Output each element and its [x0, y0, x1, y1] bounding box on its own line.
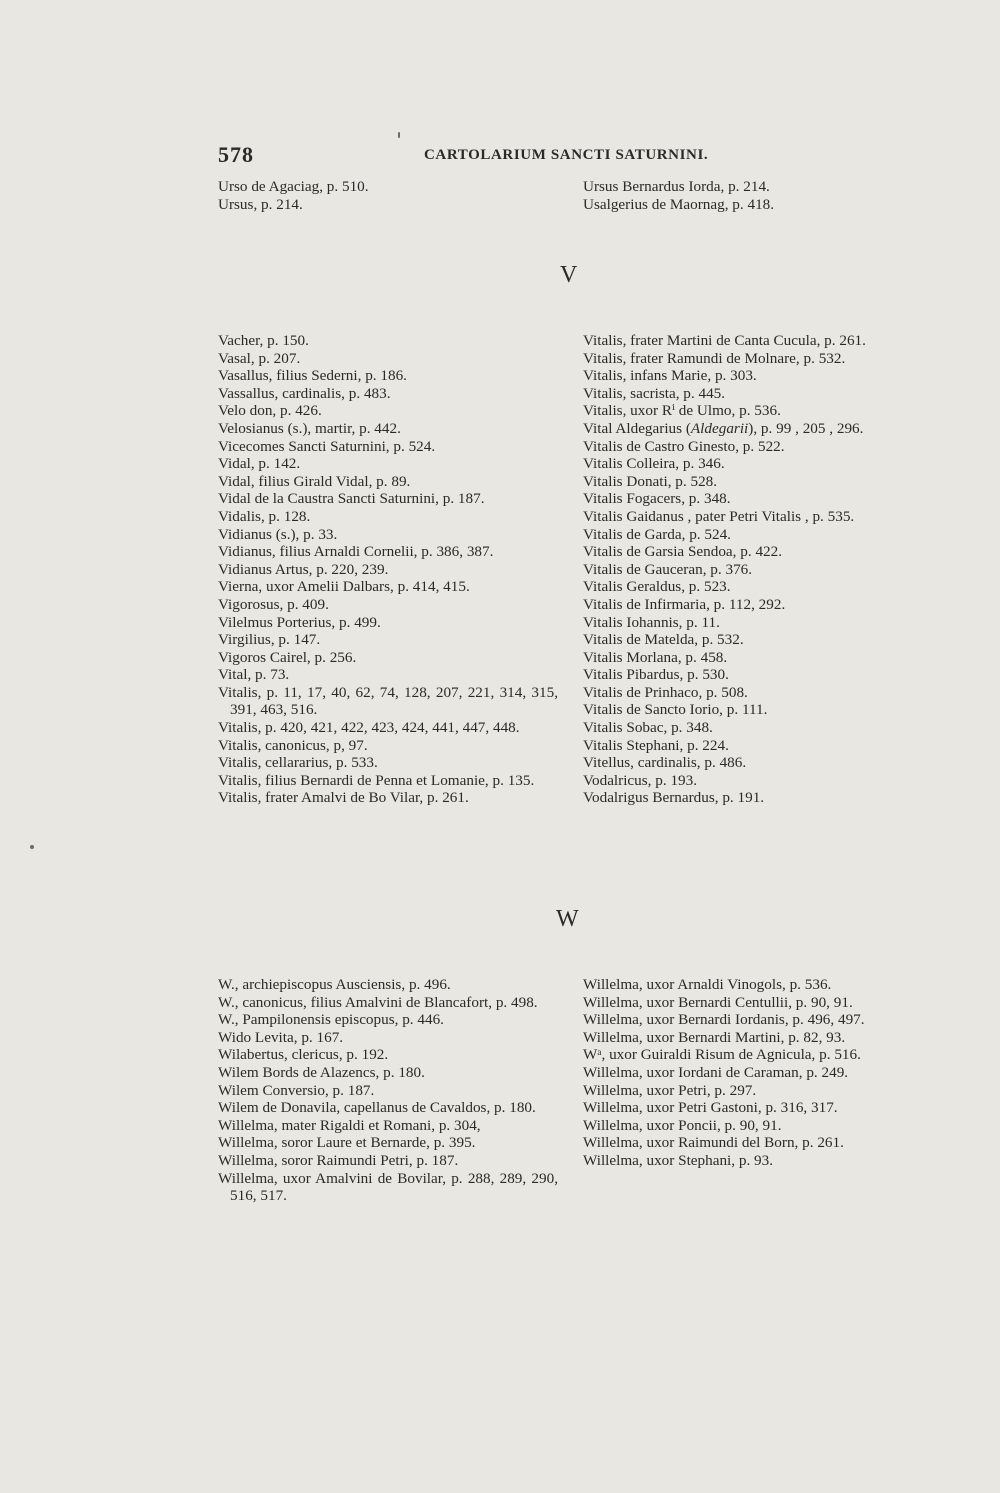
- index-entry: Vasal, p. 207.: [218, 349, 301, 367]
- index-entry: W., Pampilonensis episcopus, p. 446.: [218, 1011, 444, 1029]
- index-entry: Willelma, uxor Stephani, p. 93.: [583, 1151, 774, 1169]
- index-entry: Vitalis Pibardus, p. 530.: [583, 666, 729, 684]
- index-entry: Willelma, uxor Amalvini de Bovilar, p. 288, 289, 290, 516, 517.: [218, 1169, 558, 1205]
- index-entry: Vitalis Gaidanus , pater Petri Vitalis , p. 535.: [583, 507, 855, 525]
- paper-speck: [398, 132, 400, 138]
- index-entry: Vitalis Donati, p. 528.: [583, 472, 718, 490]
- index-entry: Ursus Bernardus Iorda, p. 214.: [583, 178, 770, 195]
- w-entries-left: [218, 976, 558, 1205]
- paper-speck: [30, 845, 34, 849]
- index-entry: Vigorosus, p. 409.: [218, 595, 329, 613]
- index-entry: Usalgerius de Maornag, p. 418.: [583, 195, 775, 213]
- index-entry: Vidal de la Caustra Sancti Saturnini, p. 187.: [218, 490, 485, 508]
- index-entry: Vitalis Fogacers, p. 348.: [583, 490, 731, 508]
- index-entry: Willelma, soror Raimundi Petri, p. 187.: [218, 1151, 459, 1169]
- index-entry: Vilelmus Porterius, p. 499.: [218, 613, 381, 631]
- index-entry: Vitalis Sobac, p. 348.: [583, 719, 713, 737]
- index-entry: W., archiepiscopus Ausciensis, p. 496.: [218, 976, 451, 993]
- index-entry: Vidal, filius Girald Vidal, p. 89.: [218, 472, 411, 490]
- index-entry: Vidianus, filius Arnaldi Cornelii, p. 386, 387.: [218, 543, 494, 561]
- index-entry: Willelma, uxor Poncii, p. 90, 91.: [583, 1116, 782, 1134]
- index-entry: Vitalis de Infirmaria, p. 112, 292.: [583, 595, 786, 613]
- index-entry: Vigoros Cairel, p. 256.: [218, 648, 357, 666]
- index-entry: Vitalis, frater Amalvi de Bo Vilar, p. 261.: [218, 789, 469, 807]
- index-entry: Vitalis de Castro Ginesto, p. 522.: [583, 437, 785, 455]
- index-entry: Wido Levita, p. 167.: [218, 1028, 344, 1046]
- index-entry: Vitalis, sacrista, p. 445.: [583, 384, 726, 402]
- index-entry: Willelma, uxor Bernardi Iordanis, p. 496, 497.: [583, 1011, 865, 1029]
- index-entry: Wᵃ, uxor Guiraldi Risum de Agnicula, p. 516.: [583, 1046, 861, 1064]
- index-entry: Vitalis Morlana, p. 458.: [583, 648, 728, 666]
- index-entry: W., canonicus, filius Amalvini de Blancafort, p. 498.: [218, 993, 538, 1011]
- index-entry-aldegarius: [583, 420, 921, 438]
- index-entry: Vitalis de Prinhaco, p. 508.: [583, 683, 748, 701]
- index-entry: Vitalis, canonicus, p, 97.: [218, 736, 368, 754]
- italic-name: Aldegarii: [690, 419, 749, 437]
- page-number: 578: [218, 142, 254, 167]
- index-entry: Wilem Bords de Alazencs, p. 180.: [218, 1063, 425, 1081]
- index-entry: Vidianus Artus, p. 220, 239.: [218, 560, 389, 578]
- index-entry: Willelma, mater Rigaldi et Romani, p. 304,: [218, 1116, 481, 1134]
- entry-text: Vital Aldegarius (: [583, 419, 691, 437]
- index-entry: Vitalis de Matelda, p. 532.: [583, 631, 744, 649]
- index-entry: Vicecomes Sancti Saturnini, p. 524.: [218, 437, 436, 455]
- index-entry: Vitalis Geraldus, p. 523.: [583, 578, 731, 596]
- running-title: CARTOLARIUM SANCTI SATURNINI.: [424, 147, 709, 163]
- v-entries-right: [583, 332, 921, 807]
- index-entry: Vidalis, p. 128.: [218, 507, 311, 525]
- index-entry: Vitalis de Sancto Iorio, p. 111.: [583, 701, 768, 719]
- index-entry: Urso de Agaciag, p. 510.: [218, 178, 369, 195]
- index-entry: Vodalrigus Bernardus, p. 191.: [583, 789, 765, 807]
- u-entries-left: [218, 178, 558, 213]
- index-entry: Willelma, uxor Petri, p. 297.: [583, 1081, 757, 1099]
- index-entry: Ursus, p. 214.: [218, 195, 303, 213]
- index-entry: Vitalis, frater Ramundi de Molnare, p. 532.: [583, 349, 846, 367]
- index-entry: Vitalis, filius Bernardi de Penna et Lomanie, p. 135.: [218, 771, 535, 789]
- index-entry: Vitalis Colleira, p. 346.: [583, 455, 725, 473]
- index-entry: Vitalis de Garsia Sendoa, p. 422.: [583, 543, 783, 561]
- index-entry: Vitalis Stephani, p. 224.: [583, 736, 729, 754]
- index-entry: Vidianus (s.), p. 33.: [218, 525, 338, 543]
- index-entry: Vitalis, uxor Rⁱ de Ulmo, p. 536.: [583, 402, 781, 420]
- index-entry: Vodalricus, p. 193.: [583, 771, 698, 789]
- index-entry: Willelma, uxor Iordani de Caraman, p. 249.: [583, 1063, 849, 1081]
- index-entry: Vitalis de Garda, p. 524.: [583, 525, 731, 543]
- index-entry: Willelma, soror Laure et Bernarde, p. 395.: [218, 1134, 476, 1152]
- index-entry: Velosianus (s.), martir, p. 442.: [218, 419, 401, 437]
- section-letter-w: W: [556, 906, 579, 932]
- index-entry: Virgilius, p. 147.: [218, 631, 321, 649]
- index-entry: Velo don, p. 426.: [218, 402, 322, 420]
- index-entry: Vitalis, frater Martini de Canta Cucula, p. 261.: [583, 332, 866, 349]
- index-entry: Vasallus, filius Sederni, p. 186.: [218, 367, 407, 385]
- index-entry: Willelma, uxor Bernardi Martini, p. 82, 93.: [583, 1028, 846, 1046]
- index-entry: Vitalis, p. 11, 17, 40, 62, 74, 128, 207, 221, 314, 315, 391, 463, 516.: [218, 683, 558, 719]
- index-entry: Willelma, uxor Petri Gastoni, p. 316, 317.: [583, 1099, 838, 1117]
- index-entry: Vitalis, infans Marie, p. 303.: [583, 367, 757, 385]
- w-entries-right: [583, 976, 921, 1170]
- index-entry: Vital, p. 73.: [218, 666, 290, 684]
- section-letter-v: V: [560, 262, 578, 288]
- entry-text: ), p. 99 , 205 , 296.: [748, 419, 864, 437]
- index-entry: Vitalis de Gauceran, p. 376.: [583, 560, 753, 578]
- index-entry: Vierna, uxor Amelii Dalbars, p. 414, 415.: [218, 578, 470, 596]
- index-entry: Willelma, uxor Bernardi Centullii, p. 90, 91.: [583, 993, 853, 1011]
- index-entry: Vacher, p. 150.: [218, 332, 309, 349]
- index-entry: Wilabertus, clericus, p. 192.: [218, 1046, 389, 1064]
- index-entry: Vitellus, cardinalis, p. 486.: [583, 754, 747, 772]
- index-entry: Willelma, uxor Raimundi del Born, p. 261.: [583, 1134, 844, 1152]
- index-entry: Willelma, uxor Arnaldi Vinogols, p. 536.: [583, 976, 832, 993]
- index-entry: Vassallus, cardinalis, p. 483.: [218, 384, 391, 402]
- v-entries-left: [218, 332, 558, 807]
- page-header: [218, 142, 918, 172]
- u-entries-right: [583, 178, 921, 213]
- index-entry: Wilem de Donavila, capellanus de Cavaldos, p. 180.: [218, 1099, 536, 1117]
- index-entry: Wilem Conversio, p. 187.: [218, 1081, 375, 1099]
- index-entry: Vidal, p. 142.: [218, 455, 301, 473]
- index-entry: Vitalis, p. 420, 421, 422, 423, 424, 441, 447, 448.: [218, 719, 520, 737]
- index-entry: Vitalis Iohannis, p. 11.: [583, 613, 720, 631]
- index-entry: Vitalis, cellararius, p. 533.: [218, 754, 378, 772]
